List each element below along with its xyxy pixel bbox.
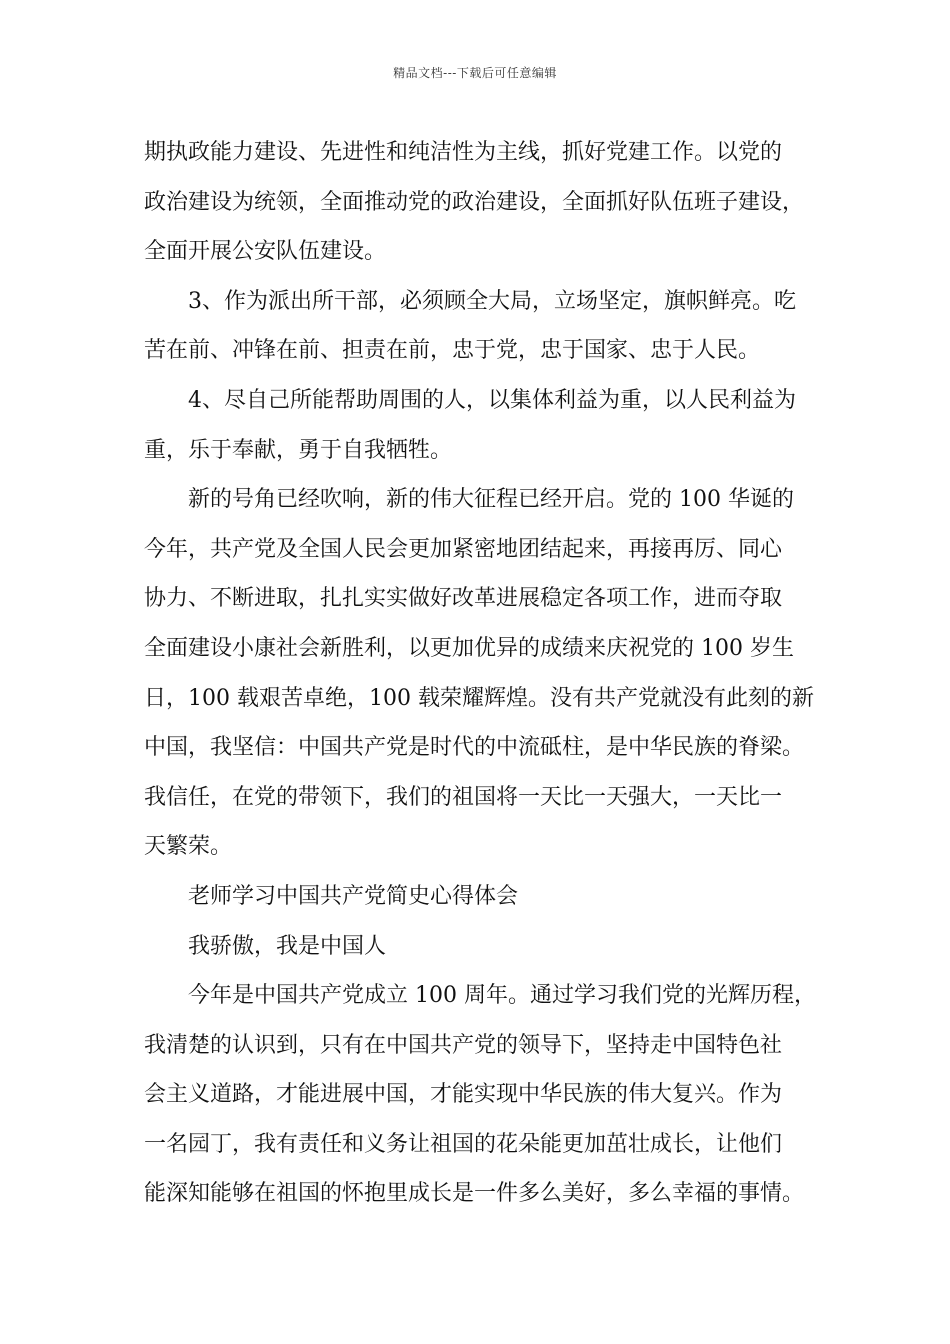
text-line: 天繁荣。 bbox=[144, 834, 233, 860]
text-line: 重，乐于奉献，勇于自我牺牲。 bbox=[144, 437, 453, 463]
text-line: 老师学习中国共产党简史心得体会 bbox=[188, 883, 519, 909]
page-header: 精品文档---下载后可任意编辑 bbox=[393, 66, 557, 80]
text-line: 新的号角已经吹响，新的伟大征程已经开启。党的 100 华诞的 bbox=[188, 487, 794, 513]
text-line: 苦在前、冲锋在前、担责在前，忠于党，忠于国家、忠于人民。 bbox=[144, 338, 761, 364]
text-line: 一名园丁，我有责任和义务让祖国的花朵能更加茁壮成长，让他们 bbox=[144, 1131, 783, 1157]
text-line: 协力、不断进取，扎扎实实做好改革进展稳定各项工作，进而夺取 bbox=[144, 586, 783, 612]
text-line: 今年是中国共产党成立 100 周年。通过学习我们党的光辉历程， bbox=[188, 983, 816, 1009]
text-line: 期执政能力建设、先进性和纯洁性为主线，抓好党建工作。以党的 bbox=[144, 140, 783, 165]
text-line: 政治建设为统领，全面推动党的政治建设，全面抓好队伍班子建设， bbox=[144, 189, 805, 215]
text-line: 3、作为派出所干部，必须顾全大局，立场坚定，旗帜鲜亮。吃 bbox=[188, 288, 796, 314]
body-text bbox=[144, 128, 824, 1219]
text-line: 今年，共产党及全国人民会更加紧密地团结起来，再接再厉、同心 bbox=[144, 536, 783, 562]
text-line: 会主义道路，才能进展中国，才能实现中华民族的伟大复兴。作为 bbox=[144, 1082, 783, 1108]
text-line: 我清楚的认识到，只有在中国共产党的领导下，坚持走中国特色社 bbox=[144, 1032, 783, 1058]
text-line: 4、尽自己所能帮助周围的人，以集体利益为重，以人民利益为 bbox=[188, 387, 796, 413]
text-line: 全面建设小康社会新胜利，以更加优异的成绩来庆祝党的 100 岁生 bbox=[144, 635, 794, 661]
text-line: 我信任，在党的带领下，我们的祖国将一天比一天强大，一天比一 bbox=[144, 784, 783, 810]
text-line: 全面开展公安队伍建设。 bbox=[144, 239, 387, 265]
text-line: 中国，我坚信：中国共产党是时代的中流砥柱，是中华民族的脊梁。 bbox=[144, 735, 805, 761]
text-line: 我骄傲，我是中国人 bbox=[188, 933, 387, 959]
text-line: 能深知能够在祖国的怀抱里成长是一件多么美好，多么幸福的事情。 bbox=[144, 1181, 805, 1207]
text-line: 日，100 载艰苦卓绝，100 载荣耀辉煌。没有共产党就没有此刻的新 bbox=[144, 685, 814, 711]
